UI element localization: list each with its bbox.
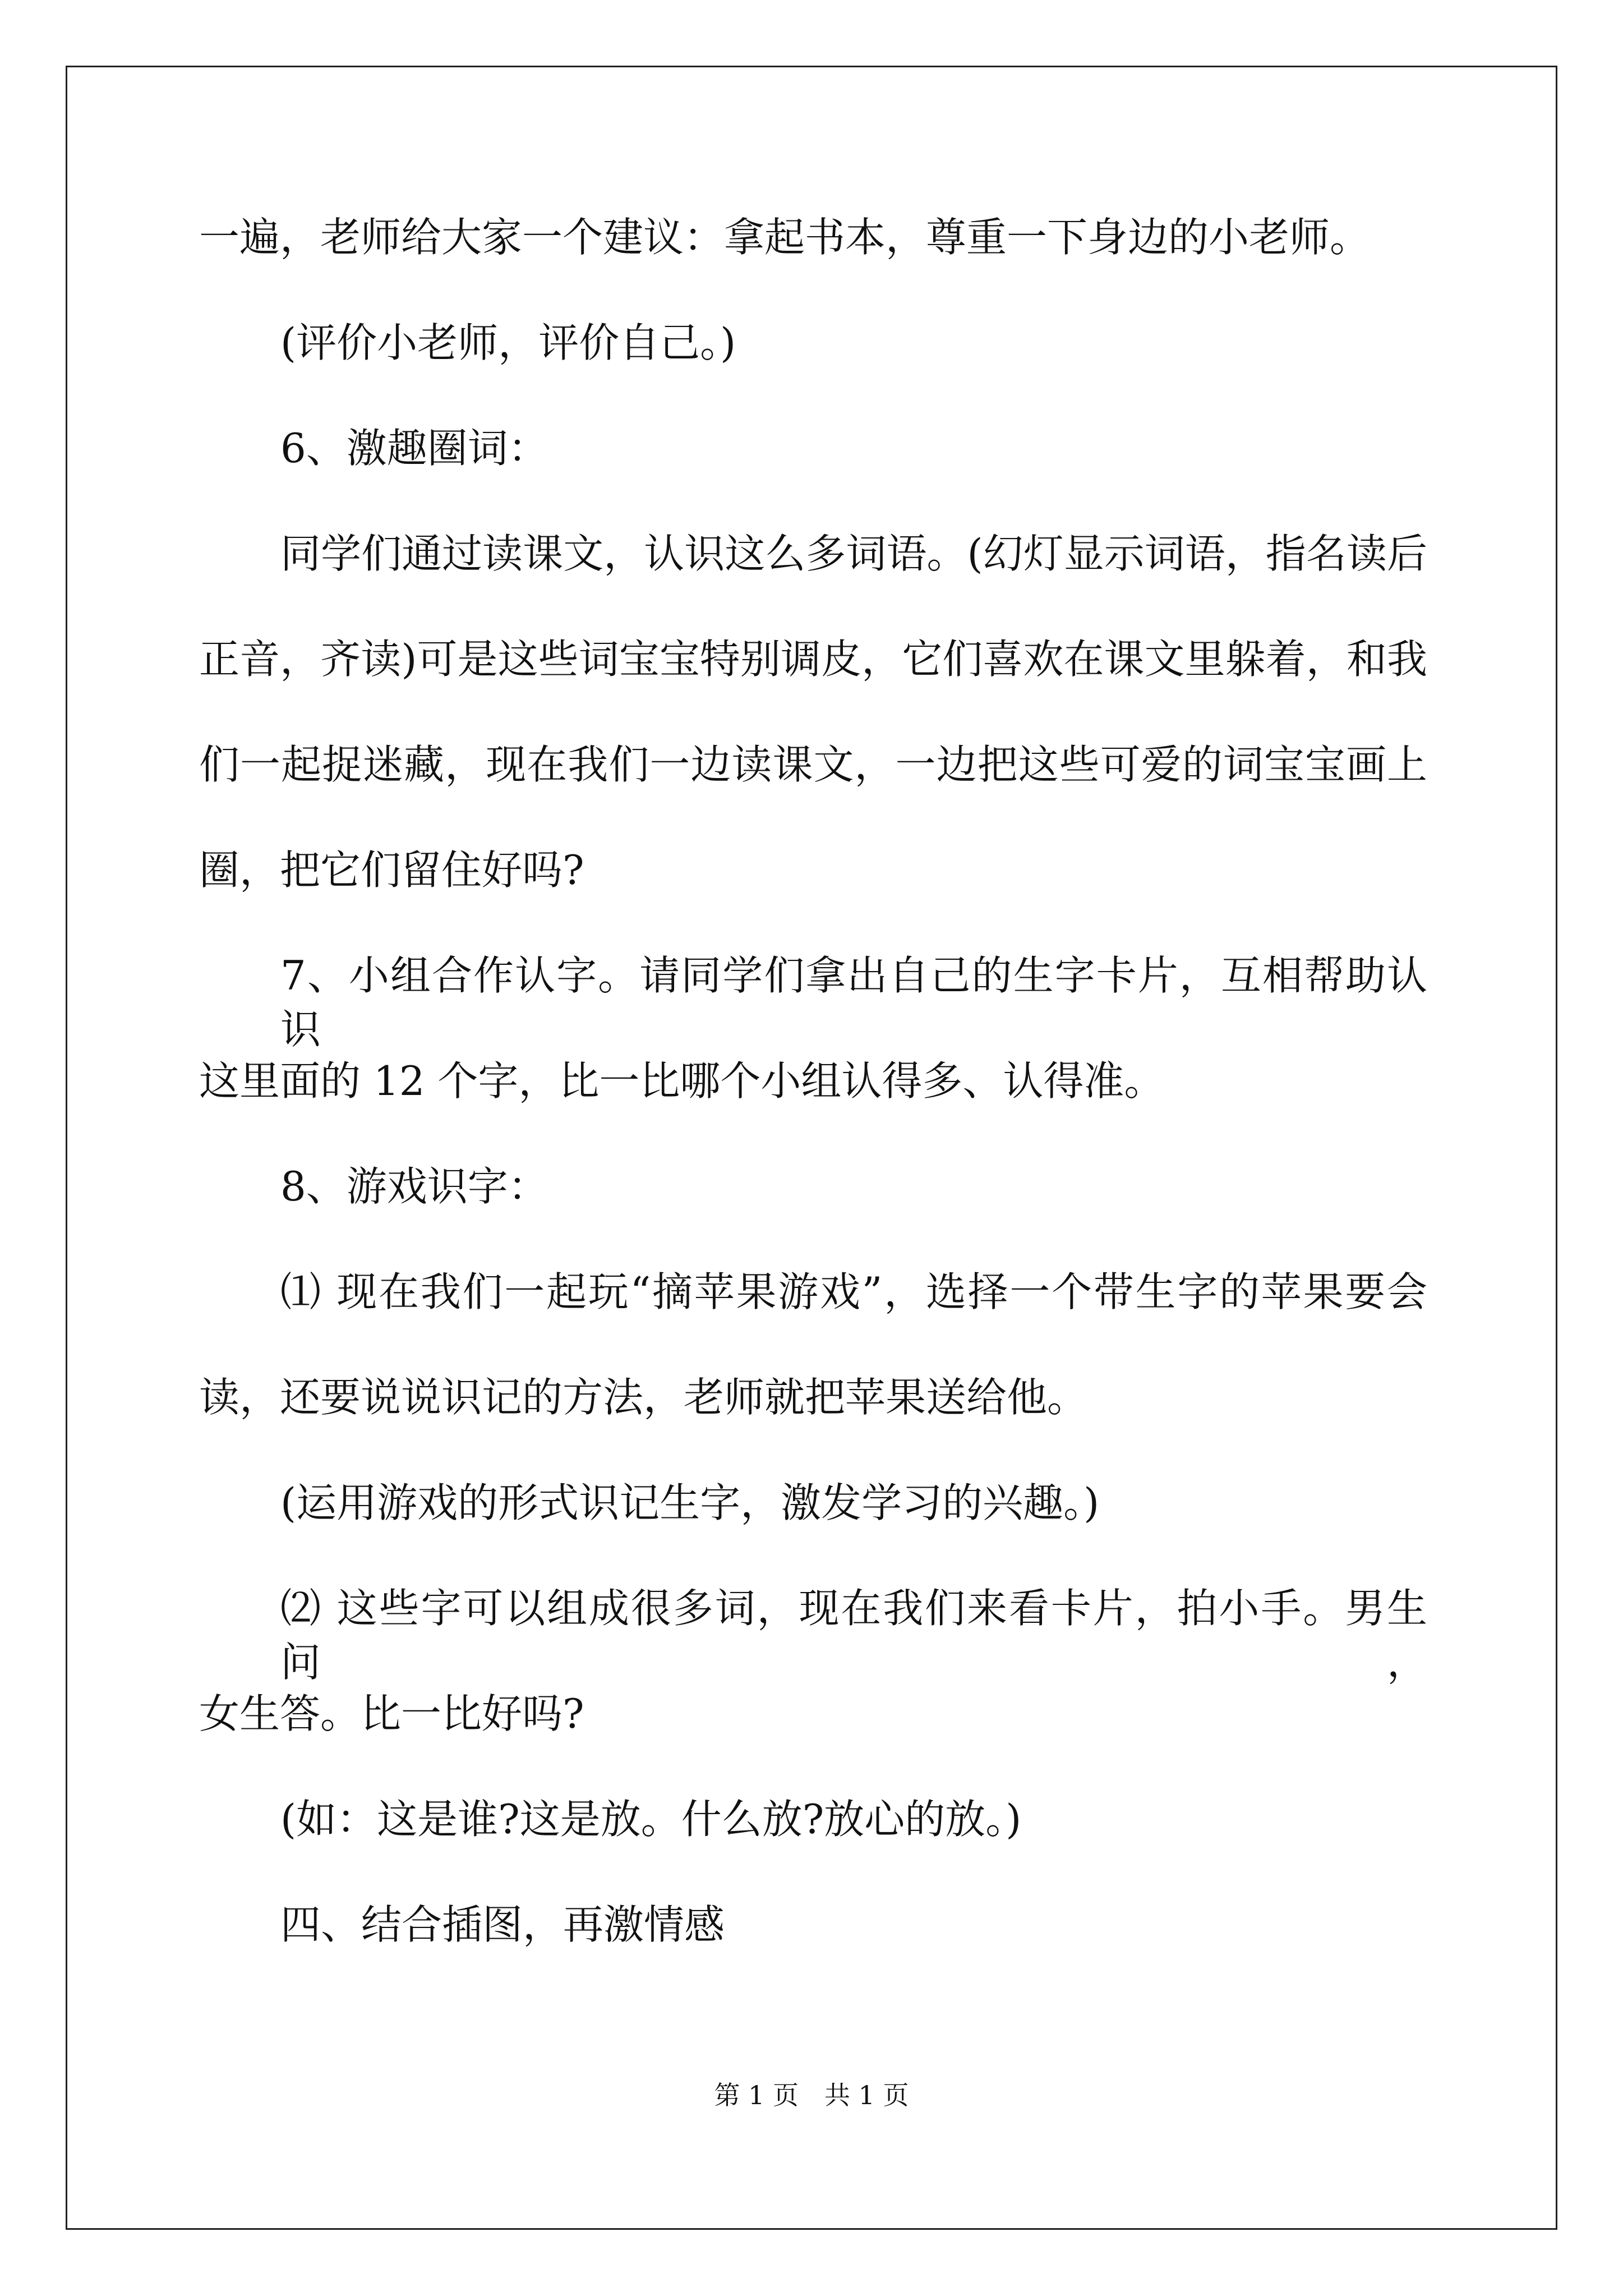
text-line: 7、小组合作认字。请同学们拿出自己的生字卡片，互相帮助认识 — [280, 952, 1427, 1053]
text-line: ⑴ 现在我们一起玩“摘苹果游戏”，选择一个带生字的苹果要会 — [280, 1268, 1427, 1315]
text-line: 一遍，老师给大家一个建议：拿起书本，尊重一下身边的小老师。 — [199, 214, 1371, 261]
text-line: 正音，齐读)可是这些词宝宝特别调皮，它们喜欢在课文里躲着，和我 — [199, 636, 1427, 683]
text-line: 这里面的 12 个字，比一比哪个小组认得多、认得准。 — [199, 1057, 1165, 1105]
text-line: 同学们通过读课文，认识这么多词语。(幻灯显示词语，指名读后 — [280, 530, 1427, 577]
text-line: 读，还要说说识记的方法，老师就把苹果送给他。 — [199, 1374, 1088, 1421]
page-footer: 第 1 页 共 1 页 — [714, 2080, 909, 2110]
text-line: (运用游戏的形式识记生字，激发学习的兴趣。) — [280, 1479, 1100, 1526]
text-line: (如：这是谁?这是放。什么放?放心的放。) — [280, 1796, 1022, 1843]
document-body — [199, 210, 1427, 2003]
text-line: 们一起捉迷藏，现在我们一边读课文，一边把这些可爱的词宝宝画上 — [199, 741, 1427, 788]
section-heading: 四、结合插图，再激情感 — [280, 1901, 725, 1948]
text-line: 女生答。比一比好吗? — [199, 1690, 584, 1737]
section-heading: 6、激趣圈词： — [280, 425, 548, 472]
text-line: ⑵ 这些字可以组成很多词，现在我们来看卡片，拍小手。男生问， — [280, 1585, 1427, 1686]
text-line: 圈，把它们留住好吗? — [199, 846, 584, 894]
section-heading: 8、游戏识字： — [280, 1163, 548, 1210]
text-line: (评价小老师，评价自己。) — [280, 319, 736, 366]
